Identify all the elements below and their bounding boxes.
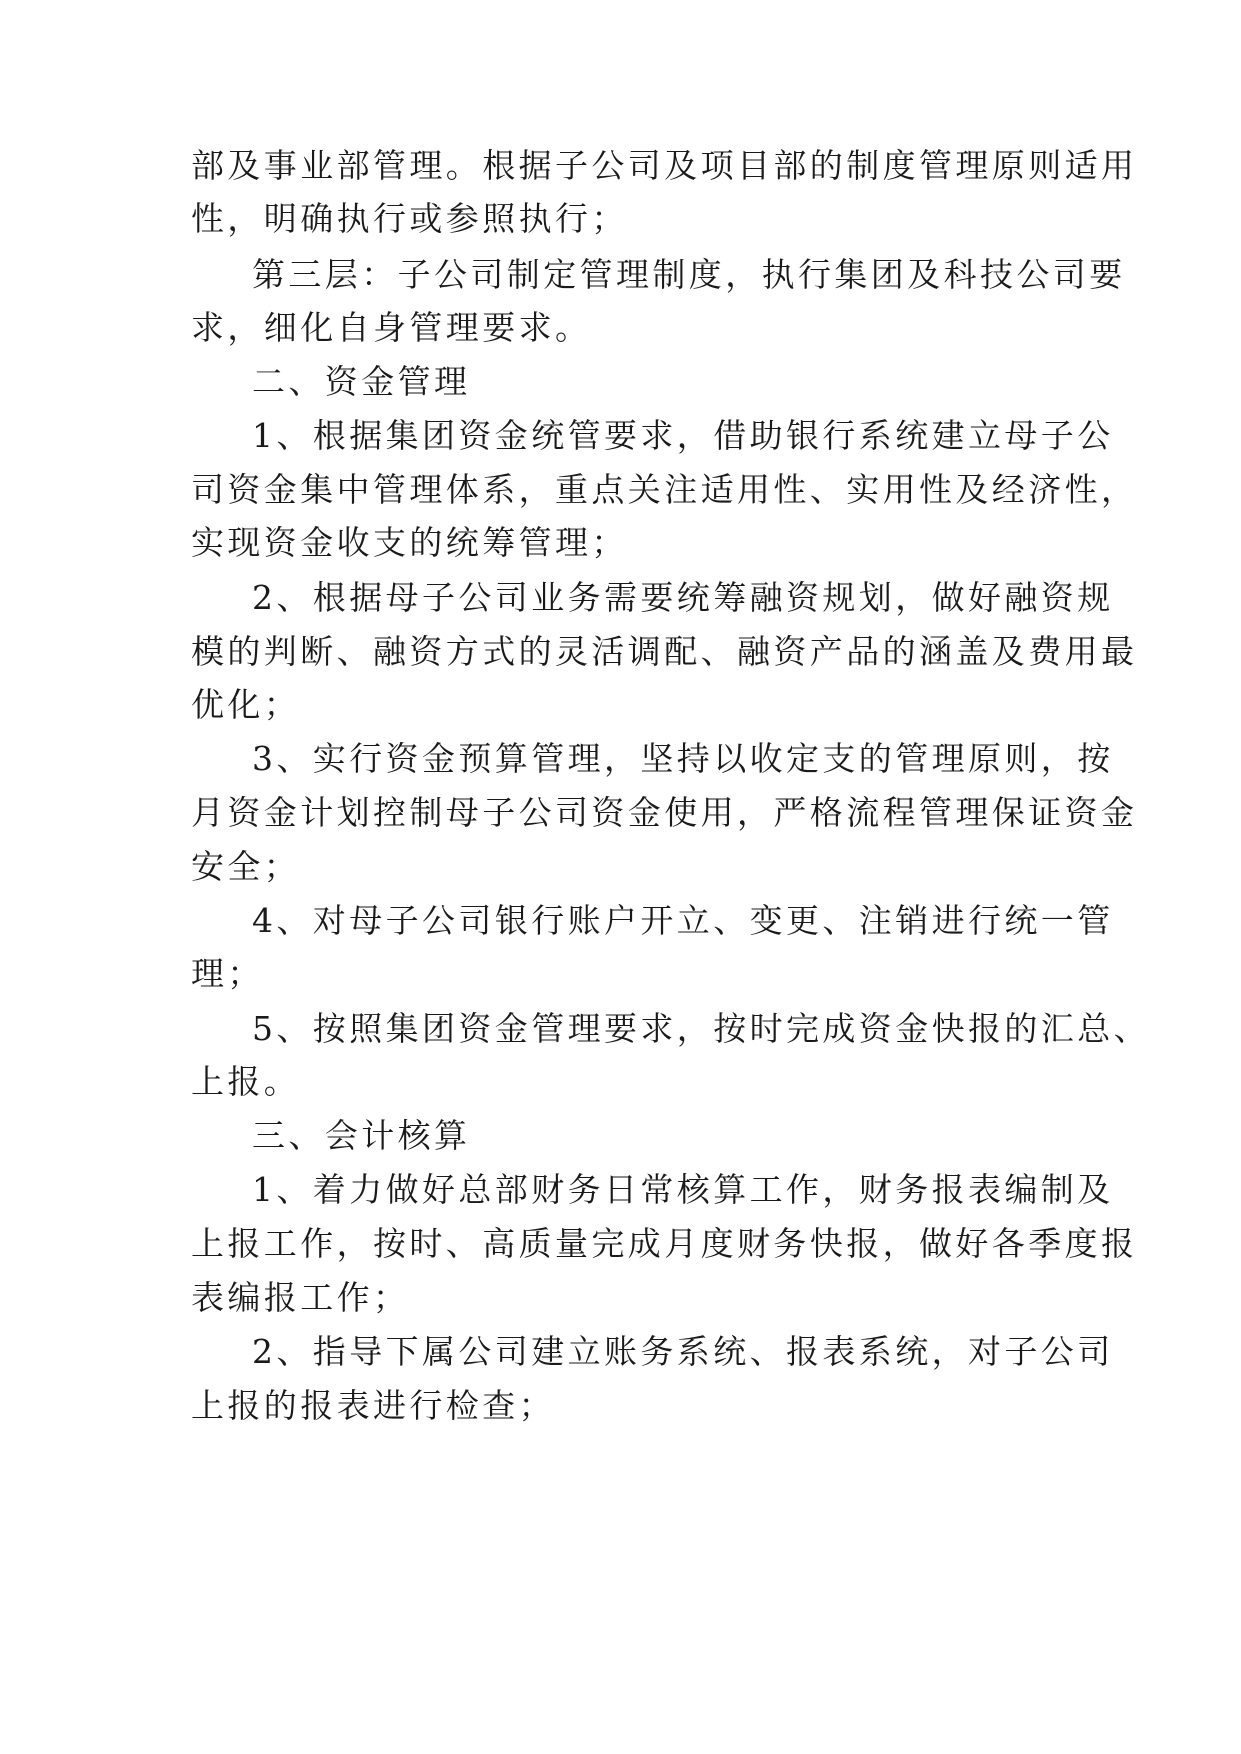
text-line: 1、着力做好总部财务日常核算工作，财务报表编制及 [252, 1170, 1114, 1209]
section-heading: 二、资金管理 [252, 362, 471, 401]
text-line: 模的判断、融资方式的灵活调配、融资产品的涵盖及费用最 [191, 632, 1138, 671]
text-line: 第三层：子公司制定管理制度，执行集团及科技公司要 [252, 255, 1126, 294]
text-line: 表编报工作； [191, 1278, 410, 1317]
text-line: 优化； [191, 685, 301, 724]
text-line: 3、实行资金预算管理，坚持以收定支的管理原则，按 [252, 739, 1114, 778]
text-line: 性，明确执行或参照执行； [191, 199, 628, 238]
text-line: 2、指导下属公司建立账务系统、报表系统，对子公司 [252, 1332, 1114, 1371]
text-line: 上报的报表进行检查； [191, 1386, 555, 1425]
text-line: 实现资金收支的统筹管理； [191, 523, 628, 562]
text-line: 上报。 [191, 1062, 301, 1101]
text-line: 司资金集中管理体系，重点关注适用性、实用性及经济性， [191, 470, 1138, 509]
text-line: 理； [191, 954, 264, 993]
text-line: 5、按照集团资金管理要求，按时完成资金快报的汇总、 [252, 1009, 1150, 1048]
text-line: 部及事业部管理。根据子公司及项目部的制度管理原则适用 [191, 146, 1138, 185]
text-line: 求，细化自身管理要求。 [191, 308, 592, 347]
text-line: 2、根据母子公司业务需要统筹融资规划，做好融资规 [252, 578, 1114, 617]
text-line: 月资金计划控制母子公司资金使用，严格流程管理保证资金 [191, 793, 1138, 832]
section-heading: 三、会计核算 [252, 1116, 471, 1155]
text-line: 4、对母子公司银行账户开立、变更、注销进行统一管 [252, 901, 1114, 940]
text-line: 安全； [191, 847, 301, 886]
text-line: 1、根据集团资金统管要求，借助银行系统建立母子公 [252, 416, 1114, 455]
text-line: 上报工作，按时、高质量完成月度财务快报，做好各季度报 [191, 1224, 1138, 1263]
